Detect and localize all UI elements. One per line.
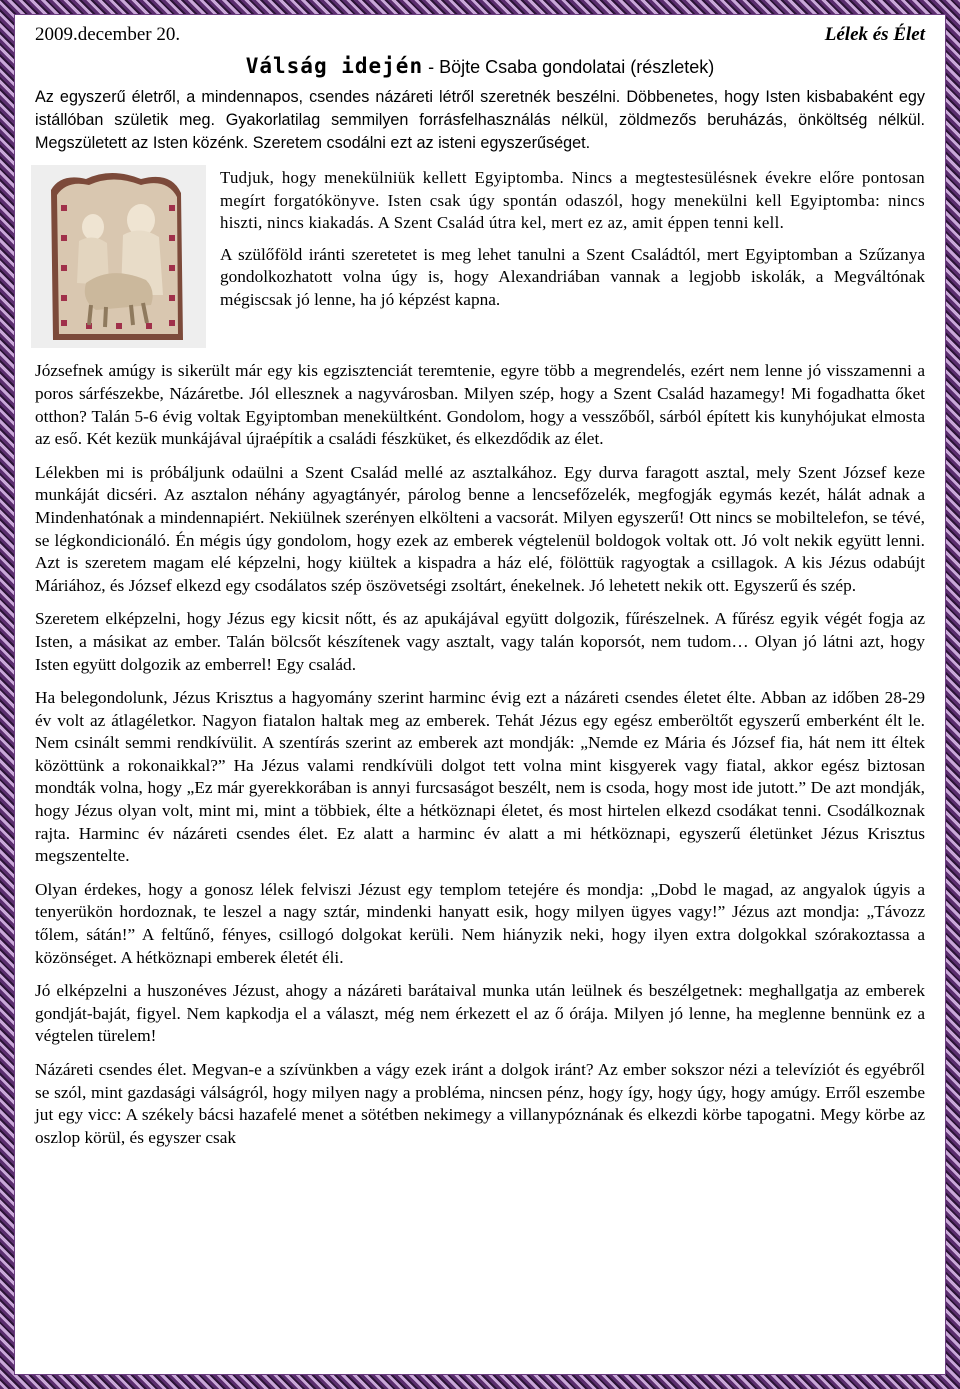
magazine-title: Lélek és Élet	[824, 24, 925, 45]
page-header	[35, 22, 925, 48]
paragraph-saw: Szeretem elképzelni, hogy Jézus egy kicsit nőtt, és az apukájával együtt dolgozik, fűrészelnek. A fűrész egyik végét fogja az Isten, a másikat az ember. Talán bölcsőt készítenek vagy asztalt, vagy talán koporsót, nem tudom… Olyan jó látni azt, hogy Isten együtt dolgozik az emberrel! Egy család.	[35, 609, 925, 674]
relief-image-icon	[31, 165, 206, 348]
article-title	[35, 54, 925, 80]
paragraph-homeland: A szülőföld iránti szeretetet is meg lehet tanulni a Szent Családtól, mert Egyiptomban a Szűzanya gondolkozhatott volna úgy is, hogy Alexandriában vannak a legjobb iskolák, a Megváltónak mégiscsak jó lenne, ha jó képzést kapna.	[220, 244, 925, 309]
paragraph-flight-to-egypt: Tudjuk, hogy menekülniük kellett Egyiptomba. Nincs a megtestesülésnek évekre előre pontosan megírt forgatókönyve. Isten csak úgy spontán odaszól, hogy menekülni kell Egyiptomba: nincs hiszti, nincs kiakadás. A Szent Család útra kel, mert ez az, amit éppen tenni kell.	[220, 168, 925, 233]
issue-date: 2009.december 20.	[35, 24, 181, 45]
paragraph-intro: Az egyszerű életről, a mindennapos, csendes názáreti létről szeretnék beszélni. Döbbenetes, hogy Isten kisbabaként egy istállóban születik meg. Gyakorlatilag semmilyen forrásfelhasználás nélkül, zöldmezős beruházás, önköltség nélkül. Megszületett az Isten közénk. Szeretem csodálni ezt az isteni egyszerűséget.	[35, 88, 925, 152]
figure-side-text	[220, 167, 925, 320]
page-content	[35, 22, 925, 1160]
article-title-sub: - Böjte Csaba gondolatai (részletek)	[423, 57, 715, 77]
paragraph-joseph: Józsefnek amúgy is sikerült már egy kis egzisztenciát teremtenie, egyre több a megrendelés, ezért nem lenne jó visszamenni a poros sárfészekbe, Názáretbe. Jól ellesznek a nagyvárosban. Milyen szép, hogy a Szent Család hazamegy! Mi fogadhatta őket otthon? Talán 5-6 évig voltak Egyiptomban menekültként. Gondolom, hogy a vesszőből, sárból épített kis kunyhójukat elmosta az eső. Két kezük munkájával újraépítik a családi fészküket, és elkezdődik az élet.	[35, 361, 925, 449]
figure-section	[35, 165, 925, 350]
paragraph-patience: Jó elképzelni a huszonéves Jézust, ahogy a názáreti barátaival munka után leülnek és beszélgetnek: meghallgatja az emberek gondját-baját, figyel. Nem kapkodja el a választ, még nem érkezett el az ő órája. Milyen jó lenne, ha meglenne bennünk ez a végtelen türelem!	[35, 981, 925, 1046]
paragraph-table: Lélekben mi is próbáljunk odaülni a Szent Család mellé az asztalkához. Egy durva faragott asztal, mely Szent József keze munkáját dicséri. Az asztalon néhány agyagtányér, párolog benne a lencsefőzelék, megfogják egymás kezét, hálát adnak a Mindenhatónak a mindennapiért. Nekiülnek szerényen elkölteni a vacsorát. Milyen egyszerű! Ott nincs se mobiltelefon, se tévé, se légkondicionáló. Én mégis úgy gondolom, hogy ezek az emberek végtelenül boldogok voltak ott. Jó volt nekik együtt lenni. Azt is szeretem magam elé képzelni, hogy kiültek a kispadra a ház elé, fölöttük ragyogtak a csillagok. A kis Jézus odabújt Máriához, és József elkezd egy csodálatos szép öszövetségi zsoltárt, énekelnek. Jó lehetett nekik ott. Egyszerű és szép.	[35, 462, 925, 595]
relief-image	[31, 165, 206, 348]
article-title-main: Válság idején	[245, 54, 424, 78]
paragraph-crisis: Názáreti csendes élet. Megvan-e a szívünkben a vágy ezek iránt a dolgok iránt? Az ember sokszor nézi a televíziót és egyébről se szól, mint gazdasági válságról, hogy milyen nagy a probléma, nincsen pénz, hogy így, hogy úgy, hogy amúgy. Erről eszembe jut egy vicc: A székely bácsi hazafelé menet a sötétben nekimegy a villanypóznának és elkezdi körbe tapogatni. Megy körbe az oszlop körül, és egyszer csak	[35, 1060, 925, 1147]
paragraph-thirty-years: Ha belegondolunk, Jézus Krisztus a hagyomány szerint harminc évig ezt a názáreti csendes életet élte. Abban az időben 28-29 év volt az átlagéletkor. Nagyon fiatalon haltak meg az emberek. Tehát Jézus egy egész emberöltőt egyszerű emberként élt le. Nem csinált semmi rendkívülit. A szentírás szerint az emberek azt mondják: „Nemde ez Mária és József fia, hát nem itt éltek közöttünk a rokonaikkal?” Ha Jézus valami rendkívüli dolgot tett volna mint kisgyerek vagy fiatal, akkor egész biztosan mondták volna, hogy „Ez már gyerekkorában is annyi furcsaságot beszélt, nem is csoda, hogy most ide jutott.” De azt mondják, hogy Jézus olyan volt, mint mi, mint a többiek, élte a hétköznapi életet, és most hirtelen elkezd csodákat tenni. Csodálkoznak rajta. Harminc év názáreti csendes élet. Ez alatt a harminc év alatt a mi hétköznapi, egyszerű életünket Jézus Krisztus megszentelte.	[35, 688, 925, 866]
paragraph-temptation: Olyan érdekes, hogy a gonosz lélek felviszi Jézust egy templom tetejére és mondja: „Dobd le magad, az angyalok úgyis a tenyerükön hordoznak, te leszel a nagy sztár, mindenki hanyatt esik, hogy milyen ügyes vagy!” Jézus azt mondja: „Távozz tőlem, sátán!” A feltűnő, fényes, csillogó dolgokat kerüli. Nem hiányzik neki, hogy ilyen extra dolgokkal szórakoztassa a közönséget. A hétköznapi emberek életét éli.	[35, 879, 925, 967]
